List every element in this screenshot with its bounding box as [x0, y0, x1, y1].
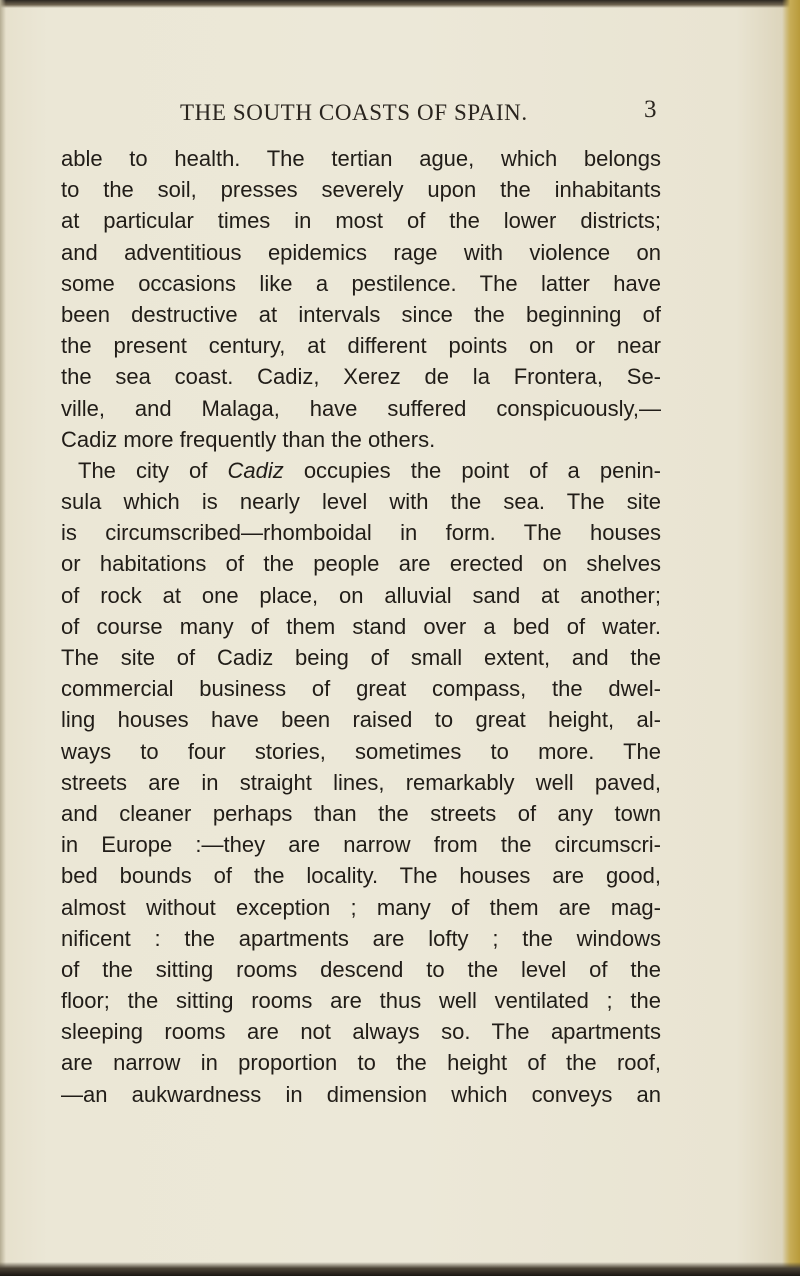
running-head	[0, 96, 800, 140]
text-line: streets are in straight lines, remarkably well paved,	[61, 769, 661, 795]
italic-place-name: Cadiz	[227, 457, 284, 483]
page-right-edge-binding	[782, 0, 800, 1276]
text-line: almost without exception ; many of them are mag-	[61, 894, 661, 920]
page-bottom-edge-shadow	[0, 1262, 800, 1276]
text-line: The site of Cadiz being of small extent, and the	[61, 645, 661, 670]
text-line: at particular times in most of the lower districts;	[61, 208, 661, 234]
text-line: some occasions like a pestilence. The latter have	[61, 270, 661, 296]
running-head-title: THE SOUTH COASTS OF SPAIN.	[180, 100, 528, 125]
text-line: and adventitious epidemics rage with violence on	[61, 239, 661, 265]
text-line: been destructive at intervals since the beginning of	[61, 301, 661, 327]
text-line: to the soil, presses severely upon the inhabitants	[61, 177, 661, 203]
text-line: the sea coast. Cadiz, Xerez de la Frontera, Se-	[61, 364, 661, 390]
page-left-edge	[0, 0, 6, 1276]
text-line: able to health. The tertian ague, which belongs	[61, 146, 661, 171]
text-line: is circumscribed—rhomboidal in form. The houses	[61, 520, 661, 546]
text-fragment: The city of	[78, 457, 208, 483]
text-line: of the sitting rooms descend to the level of the	[61, 956, 661, 982]
text-fragment: occupies the point of a penin-	[303, 457, 661, 483]
text-line: sula which is nearly level with the sea. The site	[61, 489, 661, 515]
text-line: and cleaner perhaps than the streets of any town	[61, 800, 661, 826]
text-line: of course many of them stand over a bed of water.	[61, 613, 661, 639]
text-line: —an aukwardness in dimension which conveys an	[61, 1081, 661, 1107]
text-line: the present century, at different points on or near	[61, 333, 661, 359]
body-text	[61, 143, 661, 1110]
text-line: are narrow in proportion to the height of the roof,	[61, 1050, 661, 1076]
text-line: of rock at one place, on alluvial sand at another;	[61, 582, 661, 608]
page-number: 3	[644, 96, 657, 123]
text-line: ways to four stories, sometimes to more. The	[61, 738, 661, 764]
text-line: Cadiz more frequently than the others.	[61, 426, 436, 452]
text-line: ling houses have been raised to great height, al-	[61, 707, 661, 733]
page-top-edge-shadow	[0, 0, 800, 8]
text-line: ville, and Malaga, have suffered conspicuously,—	[61, 395, 661, 421]
text-line: in Europe :—they are narrow from the circumscri-	[61, 832, 661, 858]
text-line: bed bounds of the locality. The houses are good,	[61, 863, 661, 889]
text-line: floor; the sitting rooms are thus well ventilated ; the	[61, 988, 661, 1014]
paragraph-start-line	[61, 455, 661, 486]
text-line: sleeping rooms are not always so. The apartments	[61, 1019, 661, 1045]
text-line: or habitations of the people are erected on shelves	[61, 551, 661, 577]
text-line: nificent : the apartments are lofty ; the windows	[61, 925, 661, 951]
text-line: commercial business of great compass, the dwel-	[61, 676, 661, 702]
